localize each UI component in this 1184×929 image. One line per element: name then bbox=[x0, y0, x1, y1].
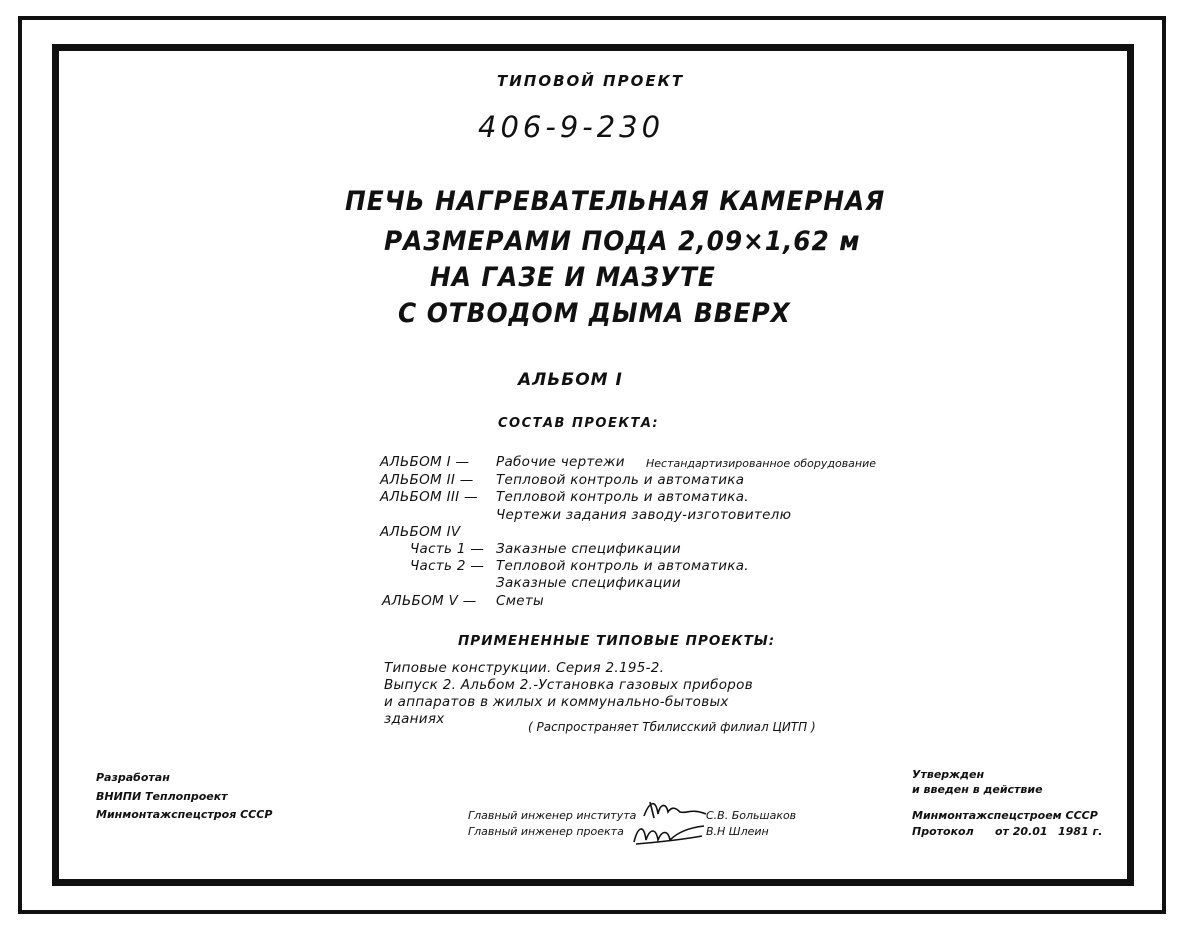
developed-line-2: ВНИПИ Теплопроект bbox=[96, 790, 228, 803]
applied-line-3: и аппаратов в жилых и коммунально-бытовых bbox=[384, 694, 729, 710]
comp-row-3-text: Тепловой контроль и автоматика. bbox=[496, 489, 749, 505]
comp-row-2-label: АЛЬБОМ II — bbox=[380, 472, 474, 488]
applied-line-4: зданиях bbox=[384, 711, 445, 727]
developed-line-1: Разработан bbox=[96, 771, 170, 784]
album-label: АЛЬБОМ I bbox=[518, 370, 623, 390]
applied-line-2: Выпуск 2. Альбом 2.-Установка газовых приборов bbox=[384, 677, 753, 693]
comp-row-7-label: Часть 2 — bbox=[410, 558, 485, 574]
comp-row-9-text: Сметы bbox=[496, 593, 544, 609]
chief-institute-role: Главный инженер института bbox=[468, 809, 637, 822]
applied-distributor: ( Распространяет Тбилисский филиал ЦИТП ) bbox=[528, 720, 816, 734]
comp-row-5-label: АЛЬБОМ IV bbox=[380, 524, 461, 540]
comp-row-1-text: Рабочие чертежи bbox=[496, 454, 625, 470]
comp-row-9-label: АЛЬБОМ V — bbox=[382, 593, 477, 609]
approved-year: 1981 г. bbox=[1058, 825, 1103, 838]
project-number: 406-9-230 bbox=[478, 110, 665, 144]
approved-date: от 20.01 bbox=[995, 825, 1048, 838]
comp-row-1-extra: Нестандартизированное оборудование bbox=[646, 457, 877, 470]
title-line-2: РАЗМЕРАМИ ПОДА 2,09×1,62 м bbox=[384, 226, 861, 257]
title-line-1: ПЕЧЬ НАГРЕВАТЕЛЬНАЯ КАМЕРНАЯ bbox=[345, 186, 886, 217]
approved-org: Минмонтажспецстроем СССР bbox=[912, 809, 1098, 822]
approved-protocol: Протокол bbox=[912, 825, 974, 838]
comp-row-1-label: АЛЬБОМ I — bbox=[380, 454, 470, 470]
applied-heading: ПРИМЕНЕННЫЕ ТИПОВЫЕ ПРОЕКТЫ: bbox=[458, 633, 776, 649]
comp-row-2-text: Тепловой контроль и автоматика bbox=[496, 472, 745, 488]
approved-line-1: Утвержден bbox=[912, 768, 985, 781]
comp-row-3-label: АЛЬБОМ III — bbox=[380, 489, 478, 505]
approved-line-2: и введен в действие bbox=[912, 783, 1043, 796]
composition-heading: СОСТАВ ПРОЕКТА: bbox=[498, 416, 660, 431]
chief-project-name: В.Н Шлеин bbox=[706, 825, 769, 838]
chief-institute-name: С.В. Большаков bbox=[706, 809, 797, 822]
project-type: ТИПОВОЙ ПРОЕКТ bbox=[497, 72, 685, 90]
applied-line-1: Типовые конструкции. Серия 2.195-2. bbox=[384, 660, 665, 676]
comp-row-8-text: Заказные спецификации bbox=[496, 575, 681, 591]
chief-project-role: Главный инженер проекта bbox=[468, 825, 624, 838]
signature-shlein bbox=[630, 818, 710, 848]
comp-row-4-text: Чертежи задания заводу-изготовителю bbox=[496, 507, 792, 523]
title-line-3: НА ГАЗЕ И МАЗУТЕ bbox=[430, 262, 716, 293]
title-line-4: С ОТВОДОМ ДЫМА ВВЕРХ bbox=[398, 298, 791, 329]
comp-row-6-label: Часть 1 — bbox=[410, 541, 485, 557]
comp-row-6-text: Заказные спецификации bbox=[496, 541, 681, 557]
developed-line-3: Минмонтажспецстроя СССР bbox=[96, 808, 273, 821]
comp-row-7-text: Тепловой контроль и автоматика. bbox=[496, 558, 749, 574]
